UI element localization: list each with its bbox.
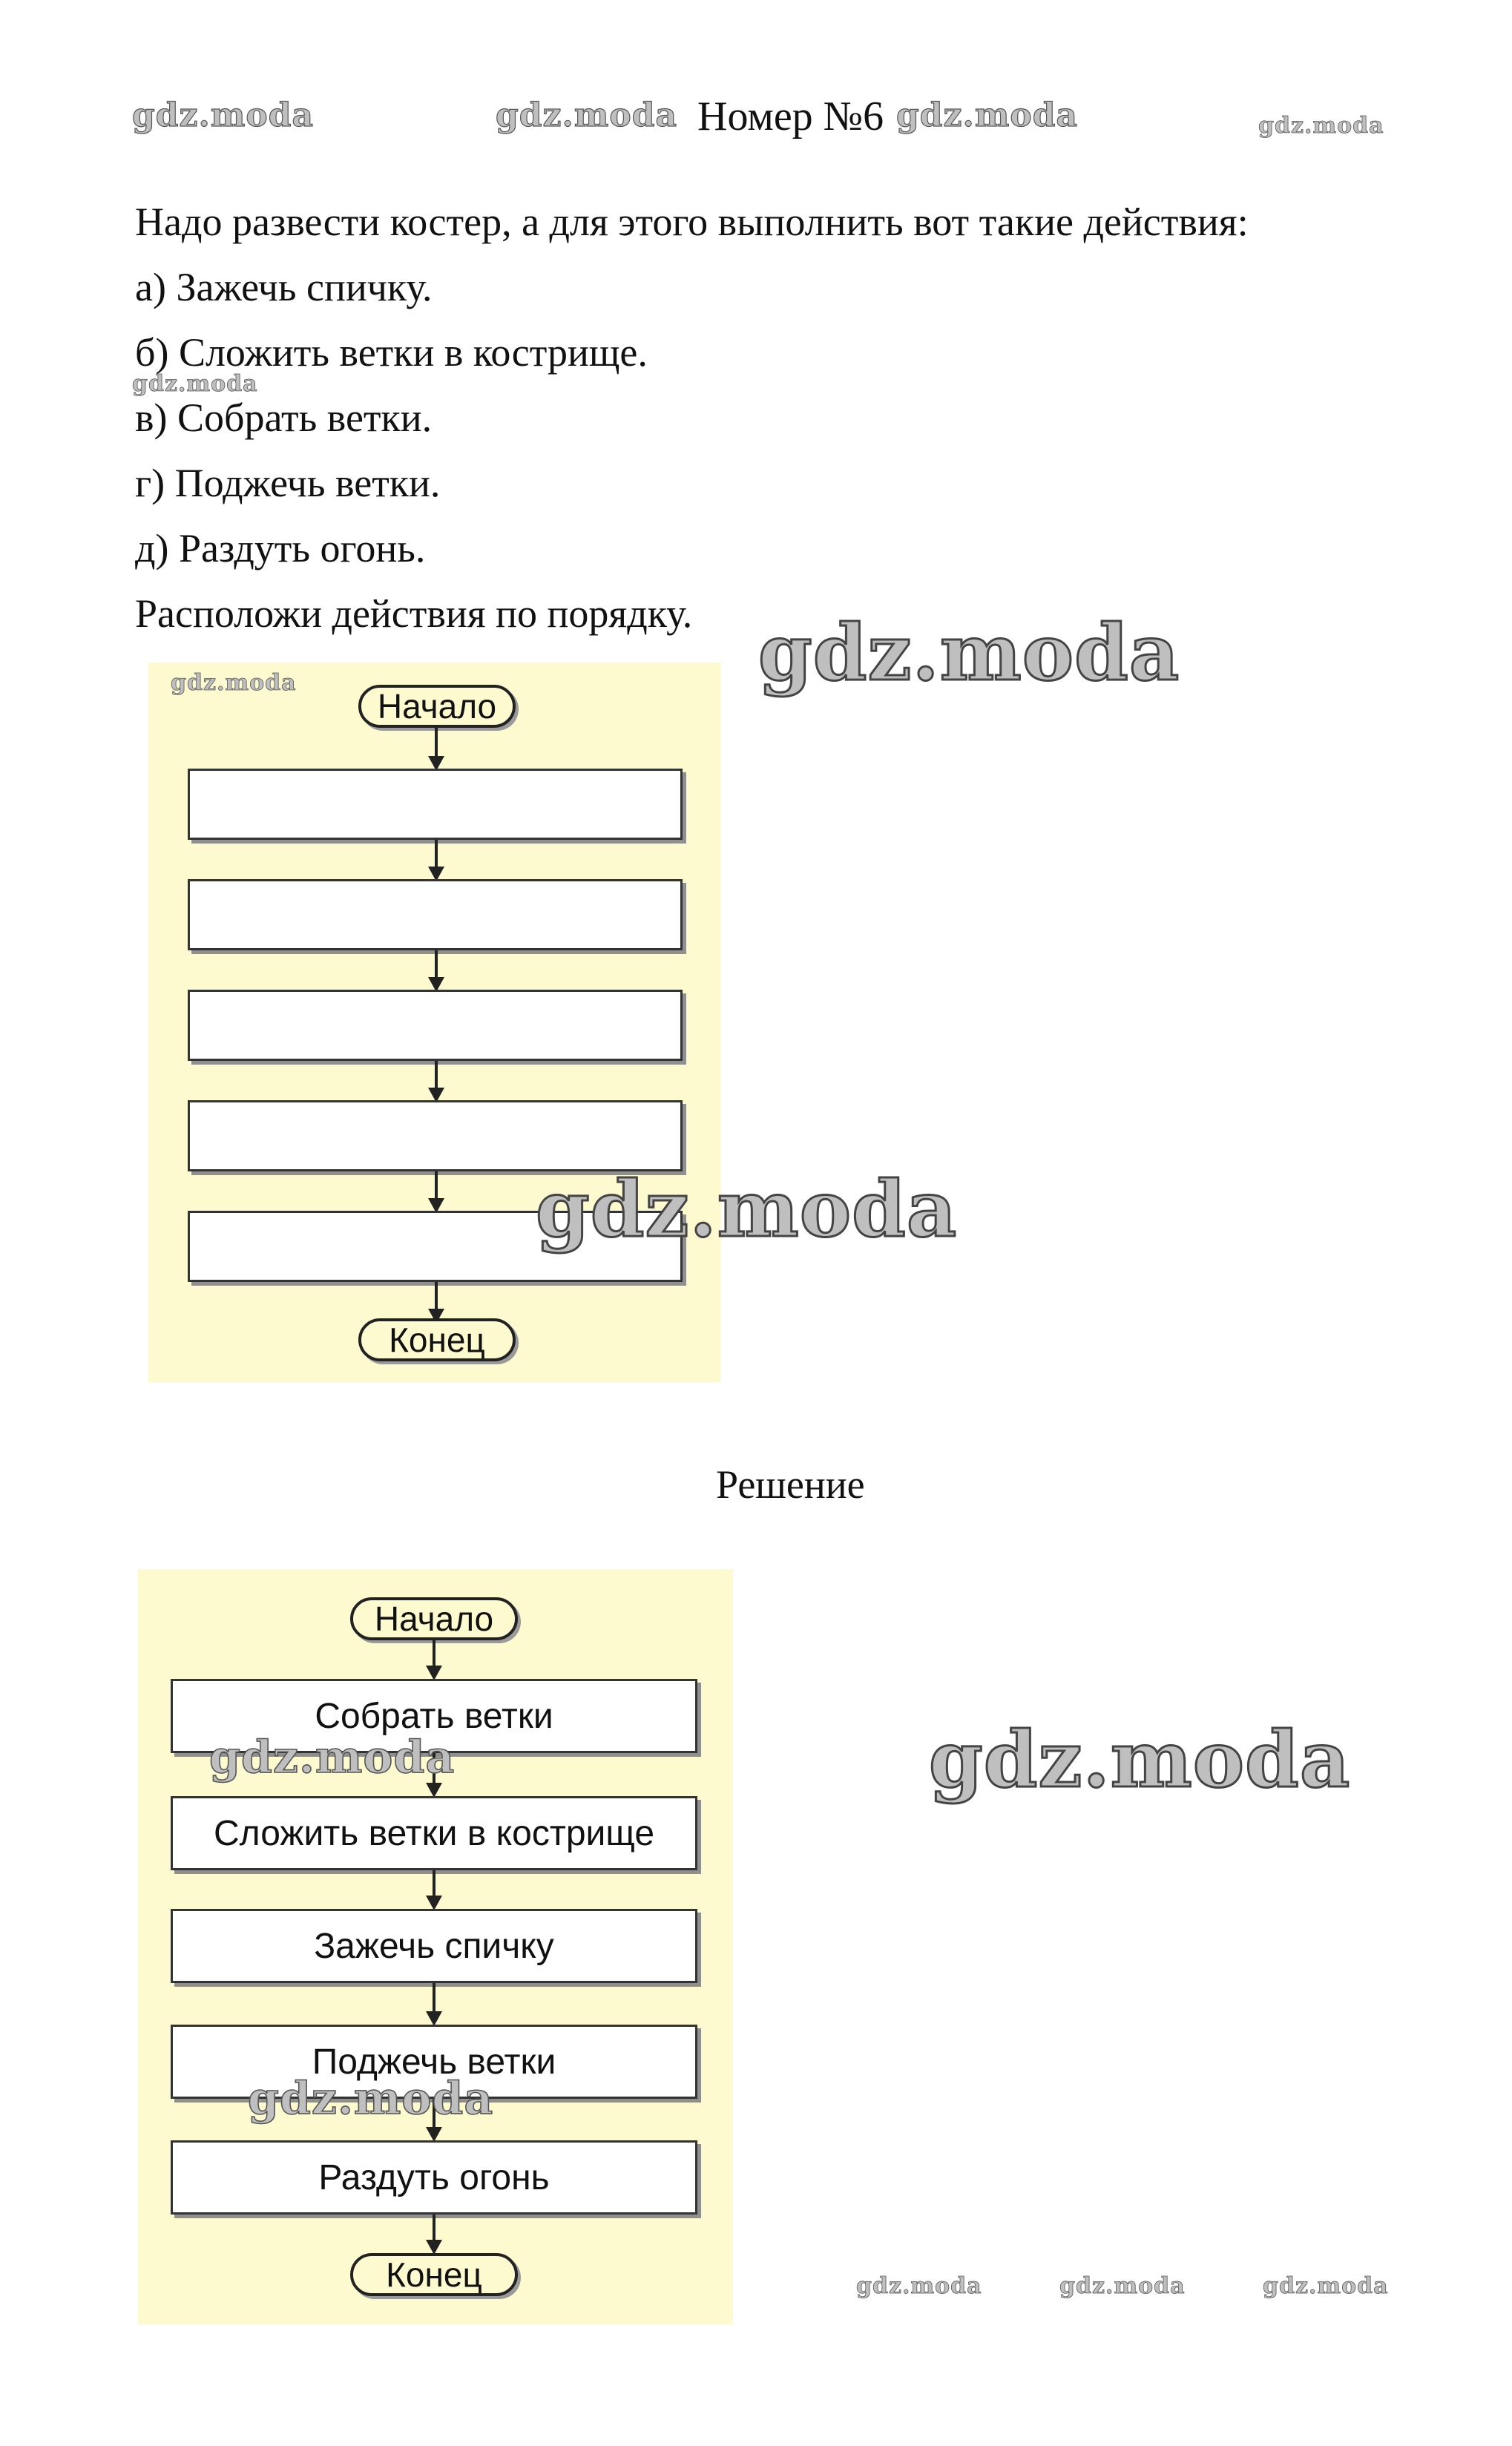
watermark: gdz.moda: [496, 96, 678, 134]
flowchart-start: Начало: [358, 685, 516, 728]
watermark: gdz.moda: [929, 1714, 1351, 1805]
flowchart-end: Конец: [350, 2253, 518, 2296]
flowchart-start: Начало: [350, 1597, 518, 1640]
solution-title: Решение: [716, 1462, 865, 1507]
task-action-a: а) Зажечь спичку.: [135, 265, 433, 309]
flow-arrow: [433, 2215, 435, 2252]
blank-step-box[interactable]: [188, 769, 683, 840]
page-title: Номер №6: [697, 93, 884, 139]
watermark: gdz.moda: [248, 2073, 494, 2125]
blank-flowchart-panel: [148, 663, 721, 1382]
solution-step-stack-branches: Сложить ветки в кострище: [171, 1796, 697, 1870]
blank-step-box[interactable]: [188, 990, 683, 1061]
watermark: gdz.moda: [132, 96, 315, 134]
flow-arrow: [433, 1983, 435, 2023]
flow-arrow: [435, 728, 438, 768]
watermark: gdz.moda: [856, 2273, 982, 2299]
watermark: gdz.moda: [536, 1163, 958, 1255]
task-action-c: в) Собрать ветки.: [135, 395, 433, 440]
task-action-e: д) Раздуть огонь.: [135, 526, 426, 571]
solution-step-ignite-branches: Поджечь ветки: [171, 2025, 697, 2099]
watermark: gdz.moda: [1258, 113, 1384, 139]
flow-arrow: [435, 840, 438, 878]
watermark: gdz.moda: [171, 670, 297, 696]
flow-arrow: [433, 1870, 435, 1907]
solution-flowchart-panel: [138, 1569, 733, 2324]
flow-arrow: [435, 1282, 438, 1321]
blank-step-box[interactable]: [188, 879, 683, 950]
flow-arrow: [435, 950, 438, 989]
task-action-b: б) Сложить ветки в кострище.: [135, 330, 648, 375]
watermark: gdz.moda: [1059, 2273, 1186, 2299]
watermark: gdz.moda: [209, 1732, 456, 1783]
task-instruction: Расположи действия по порядку.: [135, 591, 693, 636]
blank-step-box[interactable]: [188, 1100, 683, 1171]
flow-arrow: [435, 1061, 438, 1099]
solution-step-light-match: Зажечь спичку: [171, 1909, 697, 1983]
watermark: gdz.moda: [132, 371, 258, 397]
task-action-d: г) Поджечь ветки.: [135, 461, 441, 505]
flow-arrow: [433, 1640, 435, 1677]
watermark: gdz.moda: [758, 607, 1180, 698]
watermark: gdz.moda: [896, 96, 1079, 134]
task-intro: Надо развести костер, а для этого выполнить вот такие действия:: [135, 200, 1249, 244]
solution-step-fan-fire: Раздуть огонь: [171, 2140, 697, 2215]
solution-step-collect-branches: Собрать ветки: [171, 1679, 697, 1753]
watermark: gdz.moda: [1263, 2273, 1389, 2299]
flowchart-end: Конец: [358, 1318, 516, 1361]
flow-arrow: [435, 1171, 438, 1210]
